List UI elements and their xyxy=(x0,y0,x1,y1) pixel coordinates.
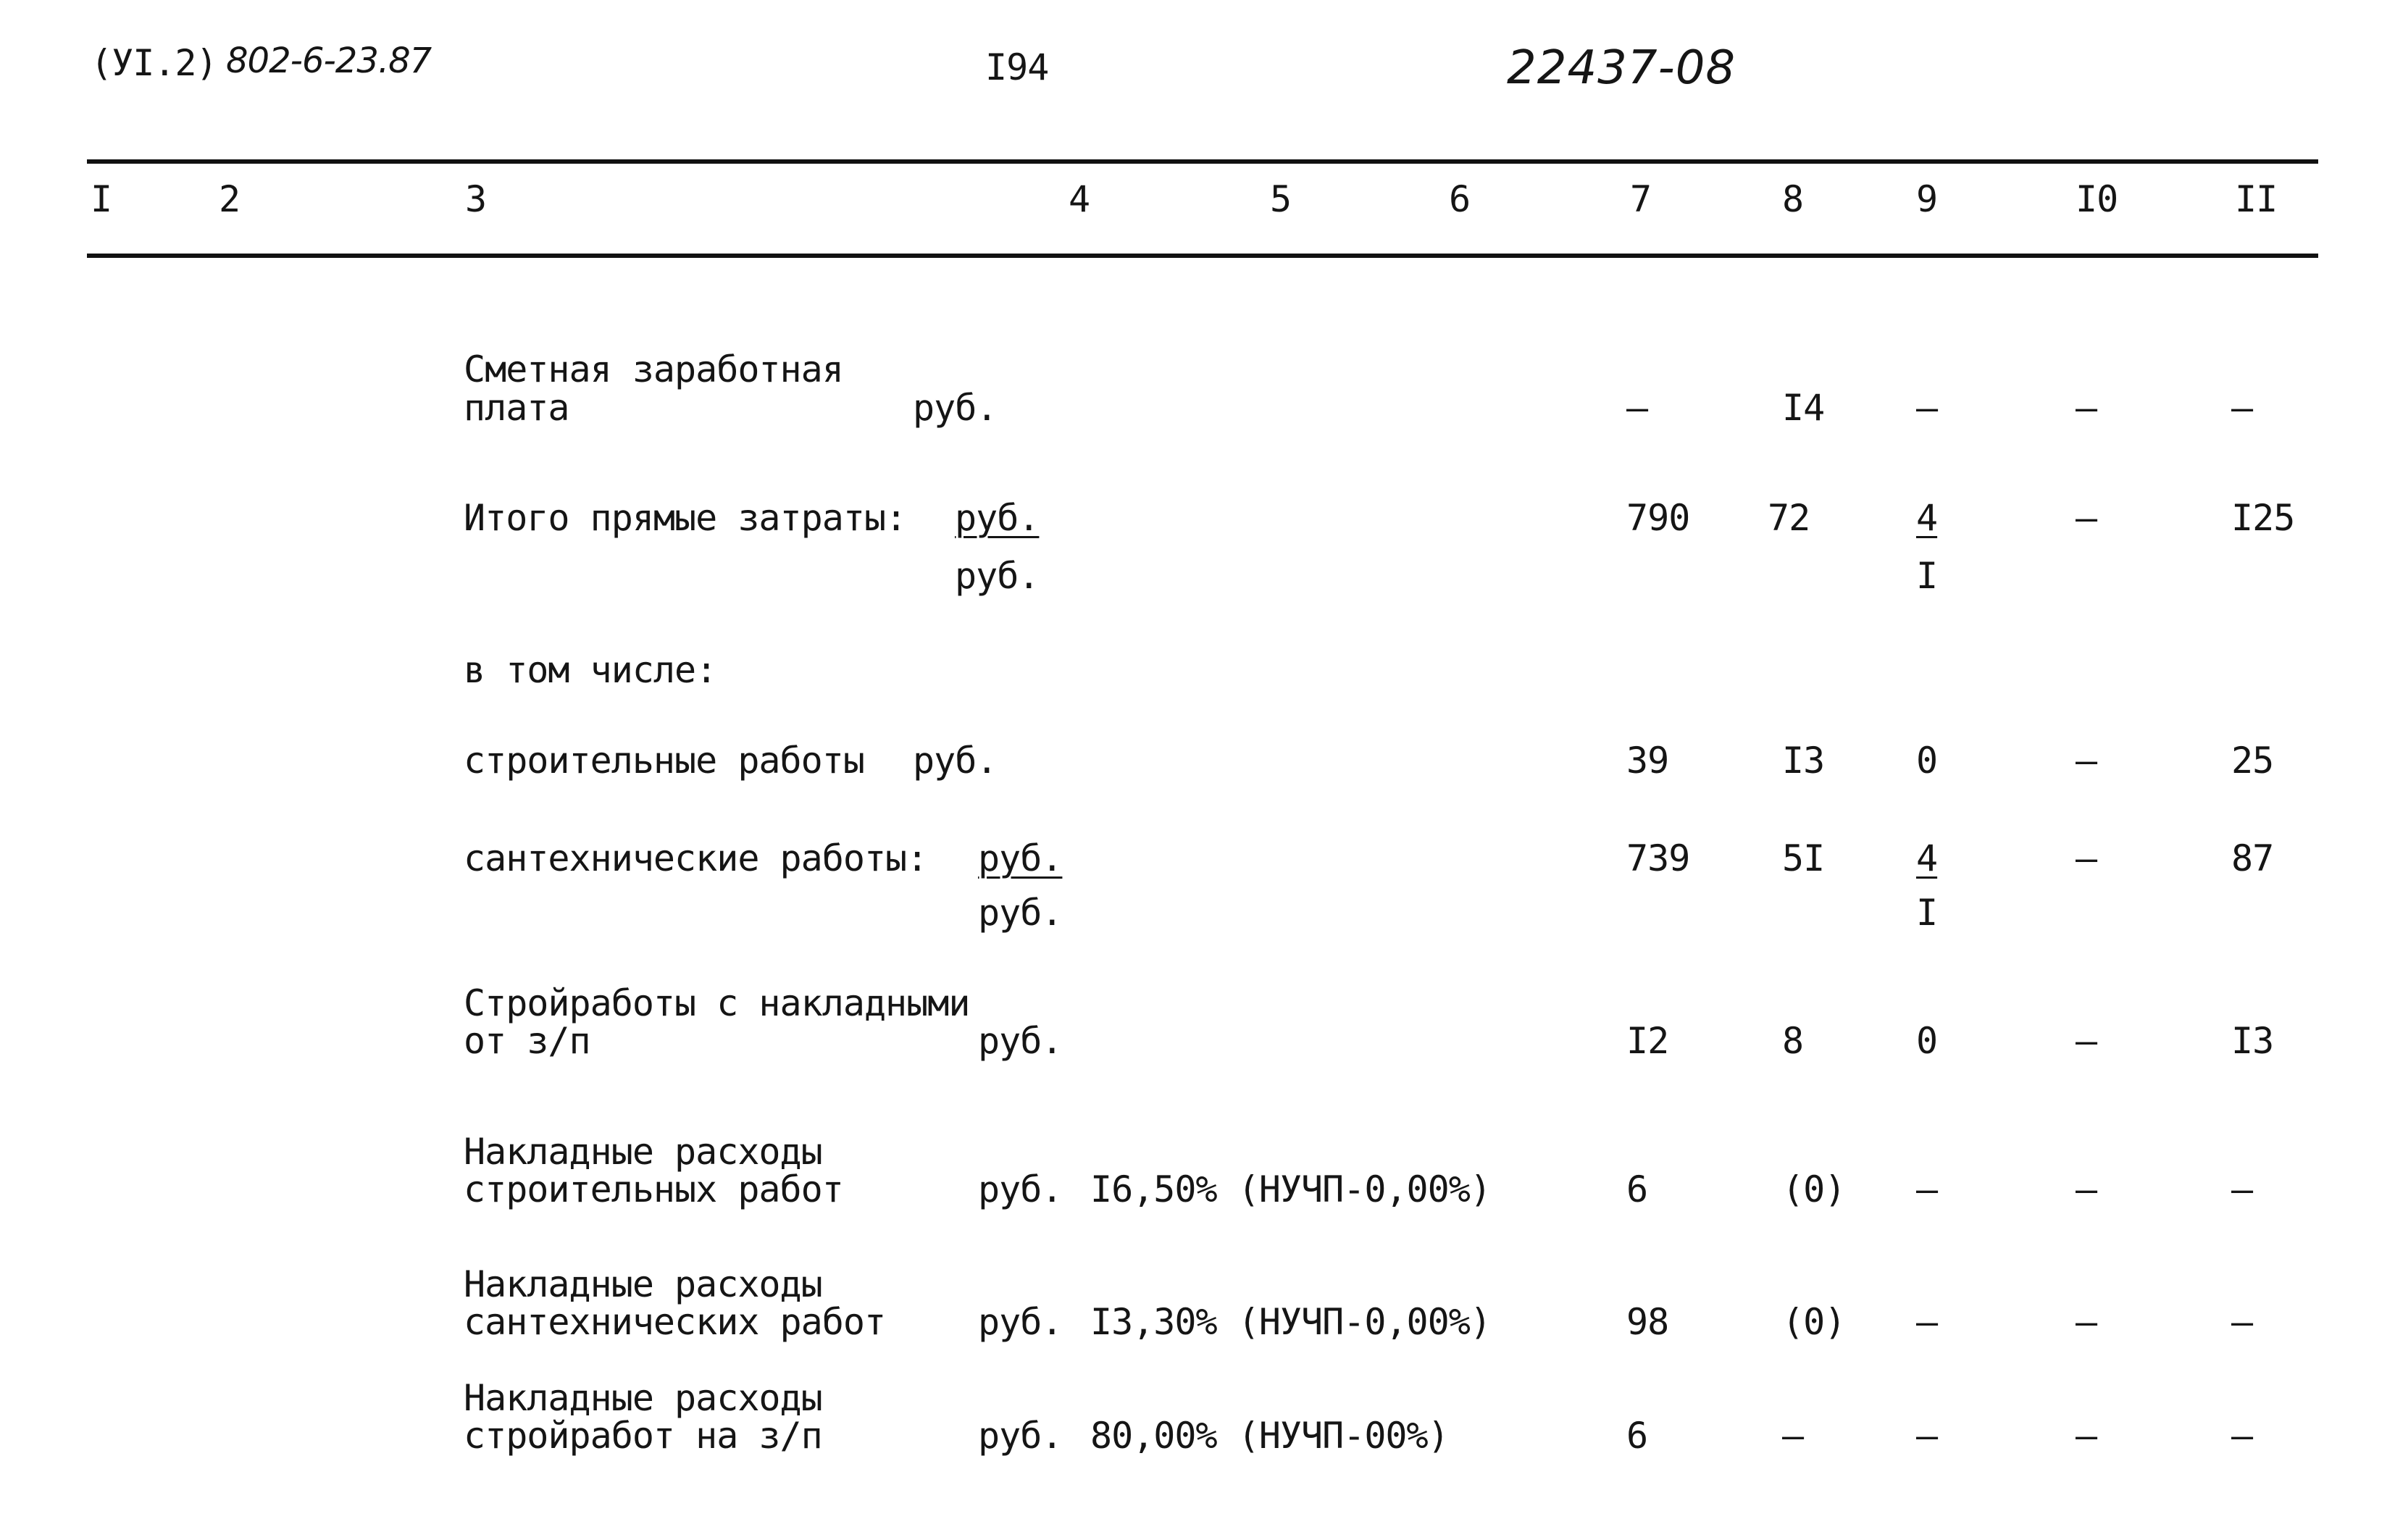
row9-label-line1: Накладные расходы xyxy=(464,1377,822,1419)
row5-col7: 739 xyxy=(1626,837,1690,879)
row2-unit-bottom: руб. xyxy=(955,555,1040,597)
row6-col8: 8 xyxy=(1782,1020,1804,1062)
row5-col8: 5I xyxy=(1782,837,1825,879)
row4-col7: 39 xyxy=(1626,740,1669,782)
row9-col10: – xyxy=(2076,1415,2097,1457)
row5-unit-top: руб. xyxy=(978,837,1063,879)
row4-col8: I3 xyxy=(1782,740,1825,782)
row6-col10: – xyxy=(2076,1020,2097,1062)
row8-col8: (0) xyxy=(1782,1301,1846,1343)
doc-ref-code: 802-6-23.87 xyxy=(226,41,432,81)
row1-col7: – xyxy=(1626,387,1648,429)
row7-col9: – xyxy=(1916,1168,1938,1210)
row9-rate: 80,00% (НУЧП-00%) xyxy=(1090,1415,1449,1457)
row1-col9: – xyxy=(1916,387,1938,429)
row9-unit: руб. xyxy=(978,1415,1063,1457)
row1-label-line1: Сметная заработная xyxy=(464,348,843,390)
row8-label-line1: Накладные расходы xyxy=(464,1263,822,1305)
col-header-8: 8 xyxy=(1782,178,1804,220)
row2-col9-bottom: I xyxy=(1916,555,1938,597)
header-top-rule xyxy=(87,159,2318,164)
col-header-3: 3 xyxy=(465,178,487,220)
row8-rate: I3,30% (НУЧП-0,00%) xyxy=(1090,1301,1491,1343)
row7-col11: – xyxy=(2231,1168,2253,1210)
row6-unit: руб. xyxy=(978,1020,1063,1062)
col-header-1: I xyxy=(91,178,112,220)
row2-col9-top: 4 xyxy=(1916,497,1938,539)
row1-col8: I4 xyxy=(1782,387,1825,429)
doc-ref-prefix: (УI.2) xyxy=(91,42,217,84)
row9-col9: – xyxy=(1916,1415,1938,1457)
row1-label-line2: плата xyxy=(464,387,569,429)
row7-col8: (0) xyxy=(1782,1168,1846,1210)
row2-label: Итого прямые затраты: xyxy=(464,497,907,539)
row9-col7: 6 xyxy=(1626,1415,1648,1457)
row2-col11: I25 xyxy=(2231,497,2295,539)
row5-col9-bottom: I xyxy=(1916,892,1938,934)
row9-col8: – xyxy=(1782,1415,1804,1457)
row6-col11: I3 xyxy=(2231,1020,2274,1062)
col-header-11: II xyxy=(2235,178,2278,220)
row4-col10: – xyxy=(2076,740,2097,782)
col-header-10: I0 xyxy=(2076,178,2118,220)
row9-label-line2: стройработ на з/п xyxy=(464,1415,822,1457)
row2-col10: – xyxy=(2076,497,2097,539)
row9-col11: – xyxy=(2231,1415,2253,1457)
page-number: I94 xyxy=(985,46,1049,88)
doc-number: 22437-08 xyxy=(1507,41,1736,95)
row8-label-line2: сантехнических работ xyxy=(464,1301,886,1343)
row5-col11: 87 xyxy=(2231,837,2274,879)
col-header-9: 9 xyxy=(1916,178,1938,220)
col-header-5: 5 xyxy=(1270,178,1292,220)
col-header-4: 4 xyxy=(1069,178,1090,220)
row1-unit: руб. xyxy=(913,387,998,429)
row8-col9: – xyxy=(1916,1301,1938,1343)
row8-col10: – xyxy=(2076,1301,2097,1343)
row8-col7: 98 xyxy=(1626,1301,1669,1343)
row7-unit: руб. xyxy=(978,1168,1063,1210)
row5-col9-top: 4 xyxy=(1916,837,1938,879)
row6-label-line2: от з/п xyxy=(464,1020,590,1062)
row4-unit: руб. xyxy=(913,740,998,782)
col-header-6: 6 xyxy=(1449,178,1471,220)
row7-col7: 6 xyxy=(1626,1168,1648,1210)
row7-col10: – xyxy=(2076,1168,2097,1210)
row4-col9: 0 xyxy=(1916,740,1938,782)
header-bottom-rule xyxy=(87,254,2318,258)
row1-col10: – xyxy=(2076,387,2097,429)
row2-unit-top: руб. xyxy=(955,497,1040,539)
row5-label: сантехнические работы: xyxy=(464,837,928,879)
row7-label-line1: Накладные расходы xyxy=(464,1131,822,1173)
row3-label: в том числе: xyxy=(464,649,717,691)
row6-label-line1: Стройработы с накладными xyxy=(464,982,970,1024)
row7-label-line2: строительных работ xyxy=(464,1168,843,1210)
row2-col8: 72 xyxy=(1768,497,1810,539)
row4-col11: 25 xyxy=(2231,740,2274,782)
row4-label: строительные работы xyxy=(464,740,864,782)
row2-col7: 790 xyxy=(1626,497,1690,539)
row5-col10: – xyxy=(2076,837,2097,879)
row8-unit: руб. xyxy=(978,1301,1063,1343)
col-header-7: 7 xyxy=(1630,178,1652,220)
row8-col11: – xyxy=(2231,1301,2253,1343)
row5-unit-bottom: руб. xyxy=(978,892,1063,934)
row1-col11: – xyxy=(2231,387,2253,429)
row6-col9: 0 xyxy=(1916,1020,1938,1062)
col-header-2: 2 xyxy=(219,178,241,220)
row6-col7: I2 xyxy=(1626,1020,1669,1062)
row7-rate: I6,50% (НУЧП-0,00%) xyxy=(1090,1168,1491,1210)
